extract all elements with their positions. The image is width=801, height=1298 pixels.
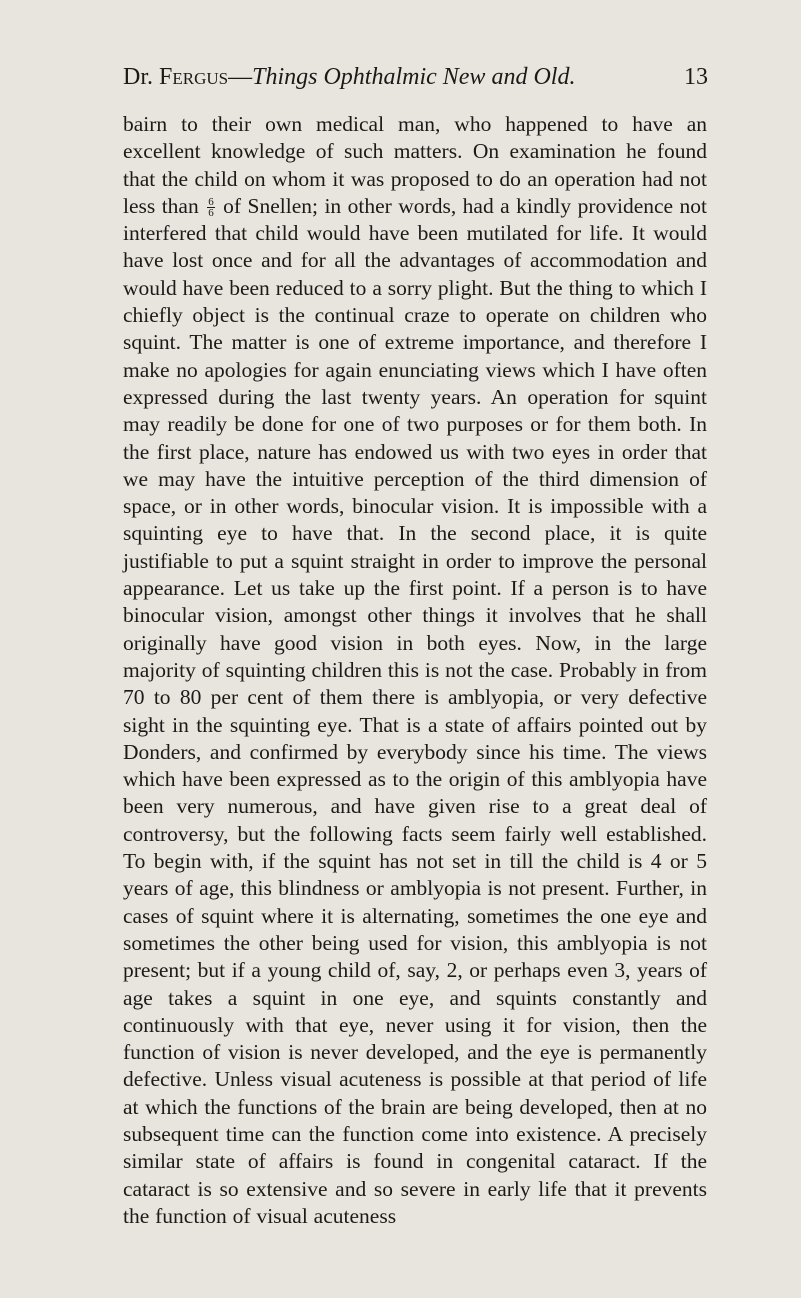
author-name: Fergus [159,64,229,90]
running-head [123,62,708,92]
fraction-denominator: 6 [208,207,214,220]
running-head-author-title [123,62,575,92]
page-number: 13 [684,64,708,90]
text-after-fraction: of Snellen; in other words, had a kindly providence not interfered that child would have been mutilated for life. It would have lost once and for all the advantages of accommodation and would have been reduced to a sorry plight. But the thing to which I chiefly object is the continual craze to operate on children who squint. The matter is one of extreme importance, and therefore I make no apologies for again enunciating views which I have often expressed during the last twenty years. An operation for squint may readily be done for one of two purposes or for them both. In the first place, nature has endowed us with two eyes in order that we may have the intuitive perception of the third dimension of space, or in other words, binocular vision. It is impossible with a squinting eye to have that. In the second place, it is quite justifiable to put a squint straight in order to improve the personal appearance. Let us take up the first point. If a person is to have binocular vision, amongst other things it involves that he shall originally have good vision in both eyes. Now, in the large majority of squinting children this is not the case. Probably in from 70 to 80 per cent of them there is amblyopia, or very defective sight in the squinting eye. That is a state of affairs pointed out by Donders, and confirmed by everybody since his time. The views which have been expressed as to the origin of this amblyopia have been very numerous, and have given rise to a great deal of controversy, but the following facts seem fairly well established. To begin with, if the squint has not set in till the child is 4 or 5 years of age, this blindness or amblyopia is not present. Further, in cases of squint where it is alternating, sometimes the one eye and sometimes the other being used for vision, this amblyopia is not present; but if a young child of, say, 2, or perhaps even 3, years of age takes a squint in one eye, and squints constantly and continuously with that eye, never using it for vision, then the function of vision is never developed, and the eye is permanently defective. Unless visual acuteness is possible at that period of life at which the functions of the brain are being developed, then at no subsequent time can the function come into existence. A precisely similar state of affairs is found in congenital cataract. If the cataract is so extensive and so severe in early life that it prevents the function of visual acuteness [123,193,708,1228]
fraction-numerator: 6 [208,196,214,209]
paragraph [123,111,707,1230]
author-prefix: Dr. [123,64,159,90]
article-title: Things Ophthalmic New and Old. [252,64,576,90]
snellen-fraction [207,197,215,218]
body-text [123,111,707,1230]
text-before-fraction: bairn to their own medical man, who happened to have an excellent knowledge of such matters. On examination he found that the child on whom it was proposed to do an operation had not less than [123,112,707,218]
title-separator: — [228,64,253,90]
